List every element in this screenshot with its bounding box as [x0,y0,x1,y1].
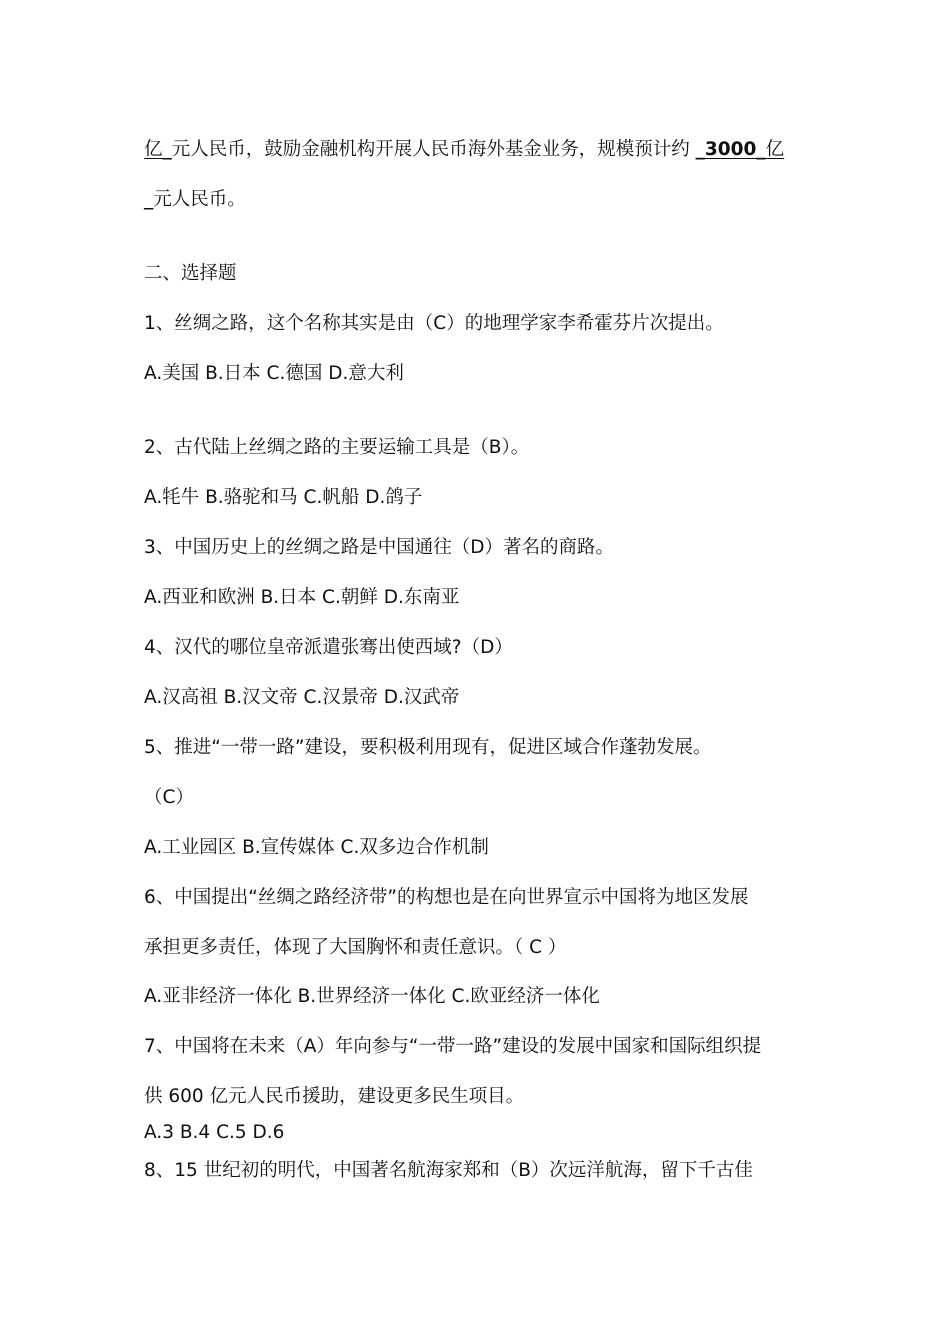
intro-blank-1: 亿_ [144,139,172,160]
question-5-answer: （C） [144,787,194,808]
question-4-options: A.汉高祖 B.汉文帝 C.汉景帝 D.汉武帝 [144,687,460,708]
question-7-continued: 供 600 亿元人民币援助，建设更多民生项目。 [144,1086,525,1107]
intro-blank-2: _ [144,189,154,210]
question-5: 5、推进“一带一路”建设，要积极利用现有，促进区域合作蓬勃发展。 [144,737,712,758]
question-3-options: A.西亚和欧洲 B.日本 C.朝鲜 D.东南亚 [144,587,460,608]
intro-text-1: 元人民币，鼓励金融机构开展人民币海外基金业务，规模预计约 [171,139,696,160]
question-4: 4、汉代的哪位皇帝派遣张骞出使西域?（D） [144,637,513,658]
question-3: 3、中国历史上的丝绸之路是中国通往（D）著名的商路。 [144,537,615,558]
question-6: 6、中国提出“丝绸之路经济带”的构想也是在向世界宣示中国将为地区发展 [144,887,749,908]
question-1: 1、丝绸之路，这个名称其实是由（C）的地理学家李希霍芬片次提出。 [144,313,724,334]
intro-line-1 [144,138,824,162]
question-7-options: A.3 B.4 C.5 D.6 [144,1122,285,1143]
intro-line-2 [144,188,824,212]
intro-unit-yi: 亿 [765,139,785,160]
question-6-options: A.亚非经济一体化 B.世界经济一体化 C.欧亚经济一体化 [144,986,600,1007]
question-5-options: A.工业园区 B.宣传媒体 C.双多边合作机制 [144,837,489,858]
section-title: 二、选择题 [144,263,237,284]
question-8: 8、15 世纪初的明代，中国著名航海家郑和（B）次远洋航海，留下千古佳 [144,1160,753,1181]
question-2: 2、古代陆上丝绸之路的主要运输工具是（B）。 [144,437,530,458]
question-1-options: A.美国 B.日本 C.德国 D.意大利 [144,363,404,384]
intro-text-2: 元人民币。 [153,189,246,210]
question-7: 7、中国将在未来（A）年向参与“一带一路”建设的发展中国家和国际组织提 [144,1036,762,1057]
question-6-continued: 承担更多责任，体现了大国胸怀和责任意识。（ C ） [144,937,567,958]
intro-answer-3000: _3000_ [695,139,766,160]
question-2-options: A.牦牛 B.骆驼和马 C.帆船 D.鸽子 [144,487,423,508]
